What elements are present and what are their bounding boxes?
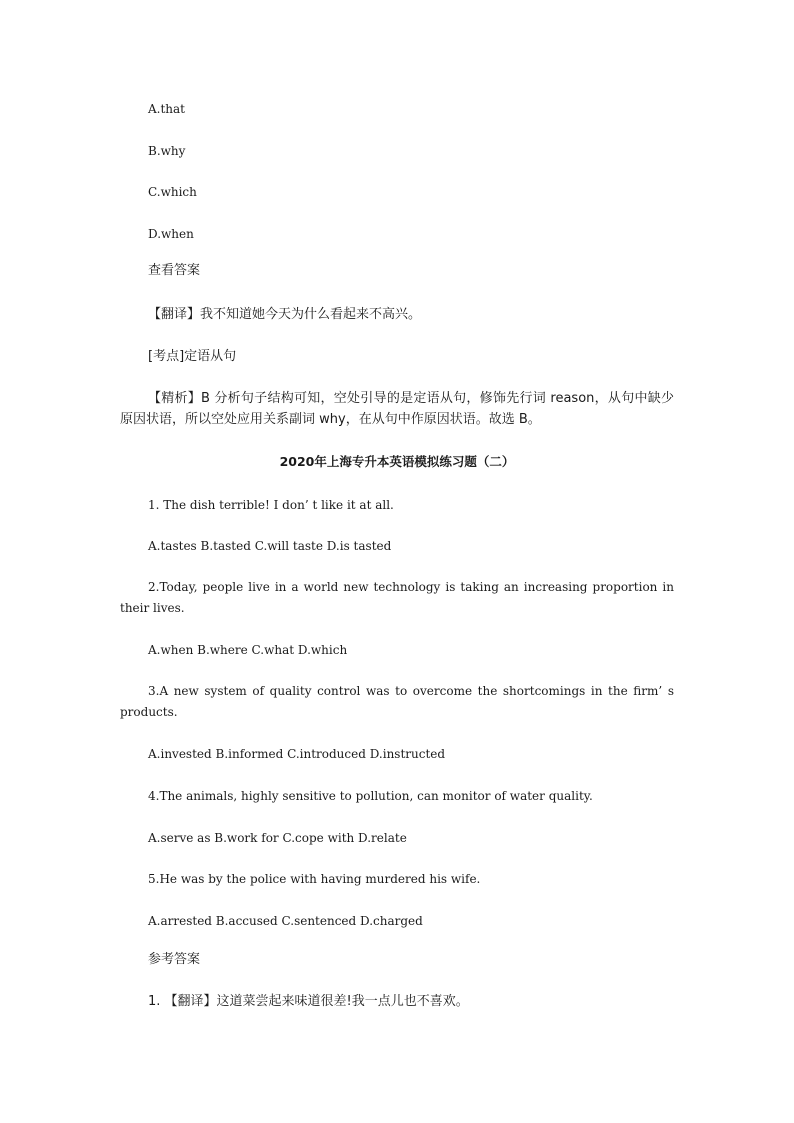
question-1-stem: 1. The dish terrible! I don’ t like it at all. xyxy=(148,498,394,512)
analysis-paragraph: 【精析】B 分析句子结构可知，空处引导的是定语从句，修饰先行词 reason，从句中缺少原因状语，所以空处应用关系副词 why，在从句中作原因状语。故选 B。 xyxy=(120,391,674,427)
option-d: D.when xyxy=(148,227,194,241)
option-b: B.why xyxy=(148,144,186,158)
question-1-options: A.tastes B.tasted C.will taste D.is tasted xyxy=(148,539,392,553)
question-2-stem: 2.Today, people live in a world new technology is taking an increasing proportion in their lives. xyxy=(120,580,674,615)
test-point-text: [考点]定语从句 xyxy=(148,349,237,364)
question-2-options: A.when B.where C.what D.which xyxy=(148,643,348,657)
view-answer-link[interactable]: 查看答案 xyxy=(148,263,201,278)
question-4-options: A.serve as B.work for C.cope with D.relate xyxy=(148,831,407,845)
translation-text: 【翻译】我不知道她今天为什么看起来不高兴。 xyxy=(148,307,422,322)
question-5-stem: 5.He was by the police with having murdered his wife. xyxy=(148,872,481,886)
question-4-stem: 4.The animals, highly sensitive to pollution, can monitor of water quality. xyxy=(148,789,593,803)
question-3-stem: 3.A new system of quality control was to overcome the shortcomings in the firm’ s products. xyxy=(120,684,674,719)
answer-1-translation: 1. 【翻译】这道菜尝起来味道很差!我一点儿也不喜欢。 xyxy=(148,994,469,1009)
option-c: C.which xyxy=(148,185,197,199)
section-title: 2020年上海专升本英语模拟练习题（二） xyxy=(279,454,515,469)
answers-heading: 参考答案 xyxy=(148,952,201,967)
option-a: A.that xyxy=(148,102,186,116)
question-3-options: A.invested B.informed C.introduced D.instructed xyxy=(148,747,446,761)
question-5-options: A.arrested B.accused C.sentenced D.charged xyxy=(148,914,423,928)
